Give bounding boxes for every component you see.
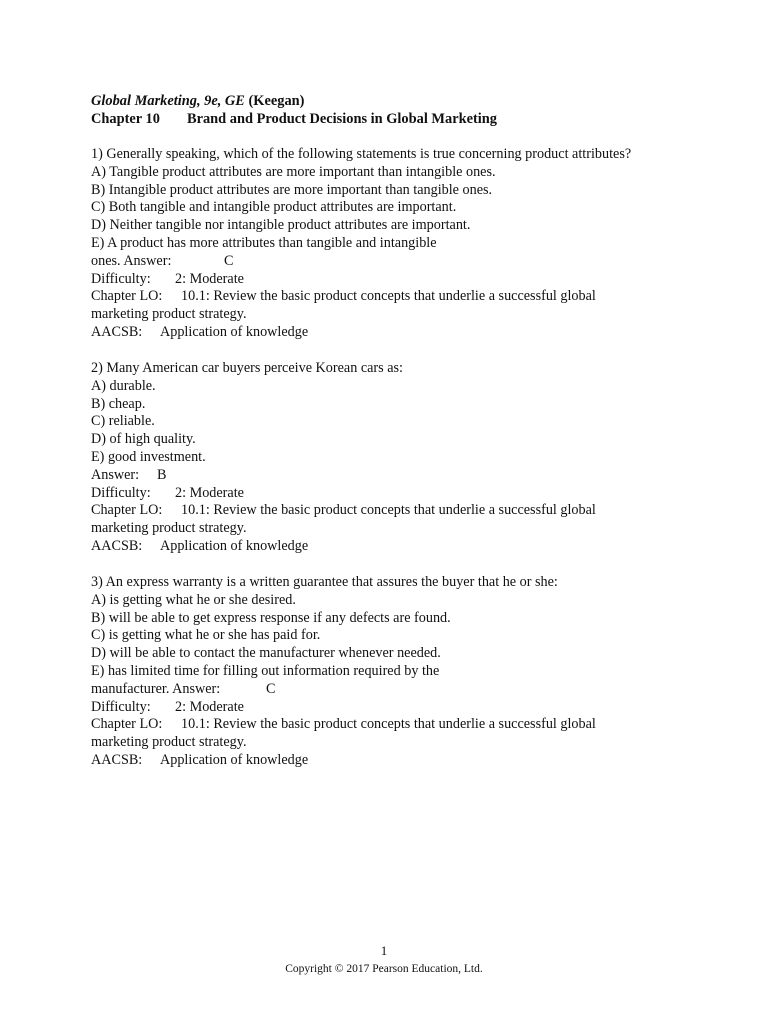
answer-line	[91, 681, 691, 699]
chapter-label: Chapter 10	[91, 111, 160, 127]
lo-line	[91, 502, 691, 520]
aacsb-label: AACSB:	[91, 537, 143, 554]
difficulty-label: Difficulty:	[91, 270, 151, 287]
aacsb-label: AACSB:	[91, 323, 143, 340]
difficulty-line	[91, 271, 691, 289]
question-1	[91, 146, 691, 342]
answer-prefix: manufacturer. Answer:	[91, 680, 221, 697]
option-e: E) A product has more attributes than tangible and intangible	[91, 234, 437, 251]
lo-line-2: marketing product strategy.	[91, 306, 247, 323]
aacsb-value: Application of knowledge	[160, 537, 309, 554]
question-stem: 3) An express warranty is a written guarantee that assures the buyer that he or she:	[91, 574, 558, 590]
answer-line	[91, 253, 691, 271]
option-a: A) durable.	[91, 377, 156, 394]
book-author: (Keegan)	[248, 93, 305, 109]
aacsb-line	[91, 538, 691, 556]
option-e: E) good investment.	[91, 448, 206, 465]
difficulty-line	[91, 485, 691, 503]
lo-label: Chapter LO:	[91, 288, 163, 305]
option-b: B) cheap.	[91, 395, 146, 412]
answer-value: B	[157, 466, 167, 483]
option-b: B) Intangible product attributes are more important than tangible ones.	[91, 181, 493, 198]
lo-line	[91, 716, 691, 734]
question-stem: 1) Generally speaking, which of the following statements is true concerning product attributes?	[91, 146, 632, 162]
copyright-notice: Copyright © 2017 Pearson Education, Ltd.	[285, 963, 483, 975]
option-c: C) reliable.	[91, 413, 155, 430]
question-3	[91, 574, 691, 770]
book-title: Global Marketing, 9e, GE	[91, 93, 245, 109]
lo-line-2: marketing product strategy.	[91, 734, 247, 751]
document-header	[91, 92, 497, 128]
answer-value: C	[224, 252, 234, 269]
option-d: D) Neither tangible nor intangible product attributes are important.	[91, 217, 471, 234]
page-number: 1	[380, 943, 388, 958]
answer-value: C	[266, 680, 276, 697]
option-e: E) has limited time for filling out information required by the	[91, 662, 440, 679]
lo-text: 10.1: Review the basic product concepts that underlie a successful global	[181, 716, 596, 733]
aacsb-value: Application of knowledge	[160, 751, 309, 768]
question-2	[91, 360, 691, 556]
lo-label: Chapter LO:	[91, 716, 163, 733]
answer-prefix: Answer:	[91, 466, 140, 483]
aacsb-line	[91, 324, 691, 342]
lo-line	[91, 288, 691, 306]
answer-line	[91, 467, 691, 485]
difficulty-label: Difficulty:	[91, 484, 151, 501]
difficulty-value: 2: Moderate	[175, 484, 244, 501]
lo-line-2: marketing product strategy.	[91, 520, 247, 537]
option-d: D) will be able to contact the manufacturer whenever needed.	[91, 645, 441, 662]
lo-label: Chapter LO:	[91, 502, 163, 519]
lo-text: 10.1: Review the basic product concepts that underlie a successful global	[181, 502, 596, 519]
option-a: A) Tangible product attributes are more important than intangible ones.	[91, 163, 496, 180]
difficulty-line	[91, 699, 691, 717]
aacsb-line	[91, 752, 691, 770]
question-stem: 2) Many American car buyers perceive Korean cars as:	[91, 360, 403, 376]
answer-prefix: ones. Answer:	[91, 252, 172, 269]
chapter-row	[91, 110, 497, 128]
difficulty-label: Difficulty:	[91, 698, 151, 715]
difficulty-value: 2: Moderate	[175, 270, 244, 287]
option-c: C) is getting what he or she has paid for.	[91, 627, 321, 644]
aacsb-label: AACSB:	[91, 751, 143, 768]
book-title-row	[91, 92, 497, 110]
option-d: D) of high quality.	[91, 431, 196, 448]
option-a: A) is getting what he or she desired.	[91, 591, 296, 608]
option-c: C) Both tangible and intangible product attributes are important.	[91, 199, 457, 216]
lo-text: 10.1: Review the basic product concepts that underlie a successful global	[181, 288, 596, 305]
difficulty-value: 2: Moderate	[175, 698, 244, 715]
option-b: B) will be able to get express response if any defects are found.	[91, 609, 451, 626]
chapter-title: Brand and Product Decisions in Global Marketing	[187, 111, 497, 127]
aacsb-value: Application of knowledge	[160, 323, 309, 340]
